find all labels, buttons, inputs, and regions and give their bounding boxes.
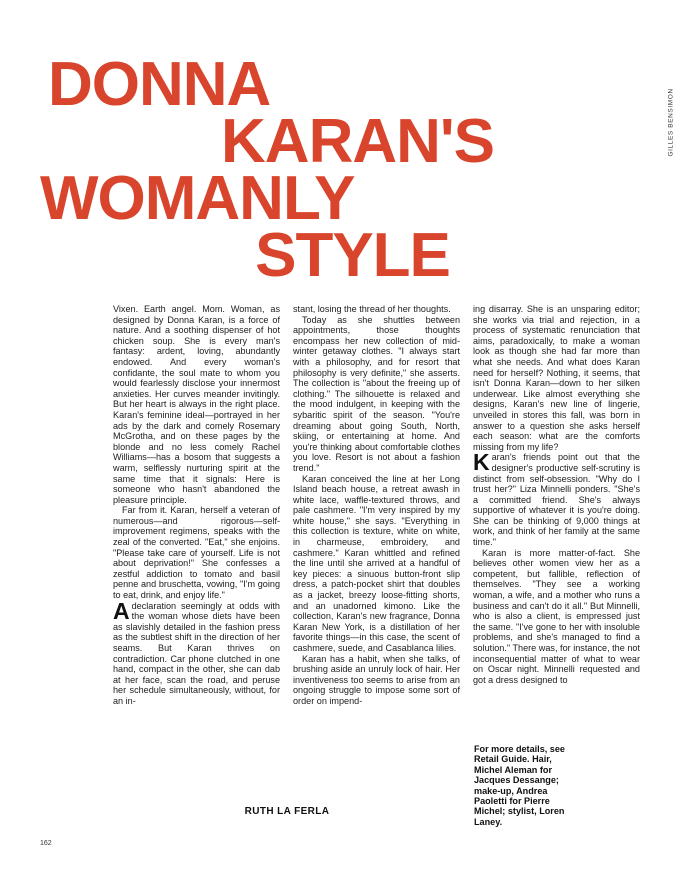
dropcap-letter: A: [113, 597, 130, 624]
article-column-1: [113, 304, 280, 707]
paragraph-with-dropcap: [113, 597, 280, 707]
page-title: [40, 50, 635, 291]
paragraph: stant, losing the thread of her thoughts.: [293, 304, 451, 314]
byline: RUTH LA FERLA: [244, 806, 330, 817]
paragraph: Far from it. Karan, herself a veteran of numerous—and rigorous—self-improvement regimens, speaks with the zeal of the converted. "Eat," she enjoins. "Please take care of yourself. Life is not about deprivation!" She confesses a zestful addiction to tomato and basil penne and bruschetta, vowing, "I'm going to eat, drink, and enjoy life.": [113, 505, 280, 601]
paragraph: Karan is more matter-of-fact. She believes other women view her as a competent, but fallible, reflection of themselves. "They see a working woman, a wife, and a mother who runs a business and can't do it all." But Minnelli, who is also a client, is empressed just the same. "I've gone to her with insoluble problems, and she's managed to find a solution." There was, for instance, the not inconsequential matter of what to wear on Oscar night. Minnelli requested and got a dress designed to: [473, 547, 640, 685]
headline-line-1: DONNA: [48, 50, 271, 119]
dropcap-letter: K: [473, 449, 490, 476]
paragraph: Vixen. Earth angel. Mom. Woman, as designed by Donna Karan, is a force of nature. And a soothing dispenser of hot chicken soup. She is every man's fantasy: ardent, loving, abundantly endowed. And every woman's confidante, the soul mate to whom you would fearlessly disclose your innermost anxieties. Her curves meander invitingly. But her heart is always in the right place. Karan's feminine ideal—portrayed in her ads by the dark and comely Rosemary McGrotha, and on these pages by the blonde and no less comely Rachel Williams—has a bosom that suggests a warm, selflessly nurturing spirit at the same time that it signals: Here is someone who hasn't abandoned the pleasure principle.: [113, 304, 280, 505]
photographer-credit: GILLES BENSIMON: [667, 88, 674, 157]
article-body: [113, 304, 641, 707]
headline-line-2: KARAN'S: [221, 107, 494, 177]
paragraph-text: declaration seemingly at odds with the woman whose diets have been as slavishly detailed in the fashion press as the subtlest shift in the direction of her seams. But Karan thrives on contradiction. Car phone clutched in one hand, compact in the other, she can dab at her face, scan the road, and peruse her schedule simultaneously, without, for an in-: [113, 600, 280, 706]
headline-line-3: WOMANLY: [40, 164, 355, 234]
paragraph: Today as she shuttles between appointments, those thoughts encompass her new collection of mid-winter getaway clothes. "I always start with a philosophy, and for resort that philosophy is very definite," she asserts. The collection is "about the freeing up of clothing." The silhouette is relaxed and the mood indulgent, in keeping with the sybaritic spirit of the season. "You're dreaming about going South, North, skiing, or entertaining at home. And you're thinking about comfortable clothes you love. Resort is not about a fashion trend.": [293, 314, 460, 473]
paragraph-text: aran's friends point out that the designer's productive self-scrutiny is distinct from self-obsession. "Why do I trust her?" Liza Minnelli ponders. "She's a committed friend. She's always supportive of whatever it is you're doing. She can be thinking of 9,000 things at work, and think of her family at the same time.": [473, 452, 640, 548]
retail-credits: For more details, see Retail Guide. Hair, Michel Aleman for Jacques Dessange; make-up, Andrea Paoletti for Pierre Michel; stylist, Loren Laney.: [474, 744, 565, 827]
paragraph: Karan has a habit, when she talks, of brushing aside an unruly lock of hair. Her inventiveness too seems to arise from an ongoing struggle to impose some sort of order on impend-: [293, 653, 460, 706]
headline-line-4: STYLE: [255, 221, 450, 291]
article-column-3: [473, 304, 640, 707]
paragraph: Karan conceived the line at her Long Island beach house, a retreat awash in white lace, waffle-textured throws, and pale cashmere. "I'm very inspired by my white house," she says. "Everything in this collection is texture, white on white, in charmeuse, embroidery, and cashmere." Karan whittled and refined the line until she arrived at a handful of key pieces: a sinuous button-front slip dress, a patch-pocket shirt that doubles as a jacket, breezy loose-fitting shorts, and an unadorned kimono. Like the collection, Karan's new fragrance, Donna Karan New York, is a distillation of her favorite things—in this case, the scent of cashmere, suede, and Casablanca lilies.: [293, 473, 460, 653]
page-number: 162: [40, 840, 52, 847]
paragraph-with-dropcap: [473, 449, 640, 548]
paragraph: ing disarray. She is an unsparing editor; she works via trial and rejection, in a process of systematic renunciation that aims, paradoxically, to make a woman look as though she had far more than what she needs. And what does Karan need for herself? Nothing, it seems, that isn't Donna Karan—down to her silken underwear. Like almost everything she designs, Karan's new line of lingerie, unveiled in stores this fall, was born in answer to a question she asks herself each season: what are the comforts missing from my life?: [473, 304, 640, 452]
article-column-2: [293, 304, 460, 707]
